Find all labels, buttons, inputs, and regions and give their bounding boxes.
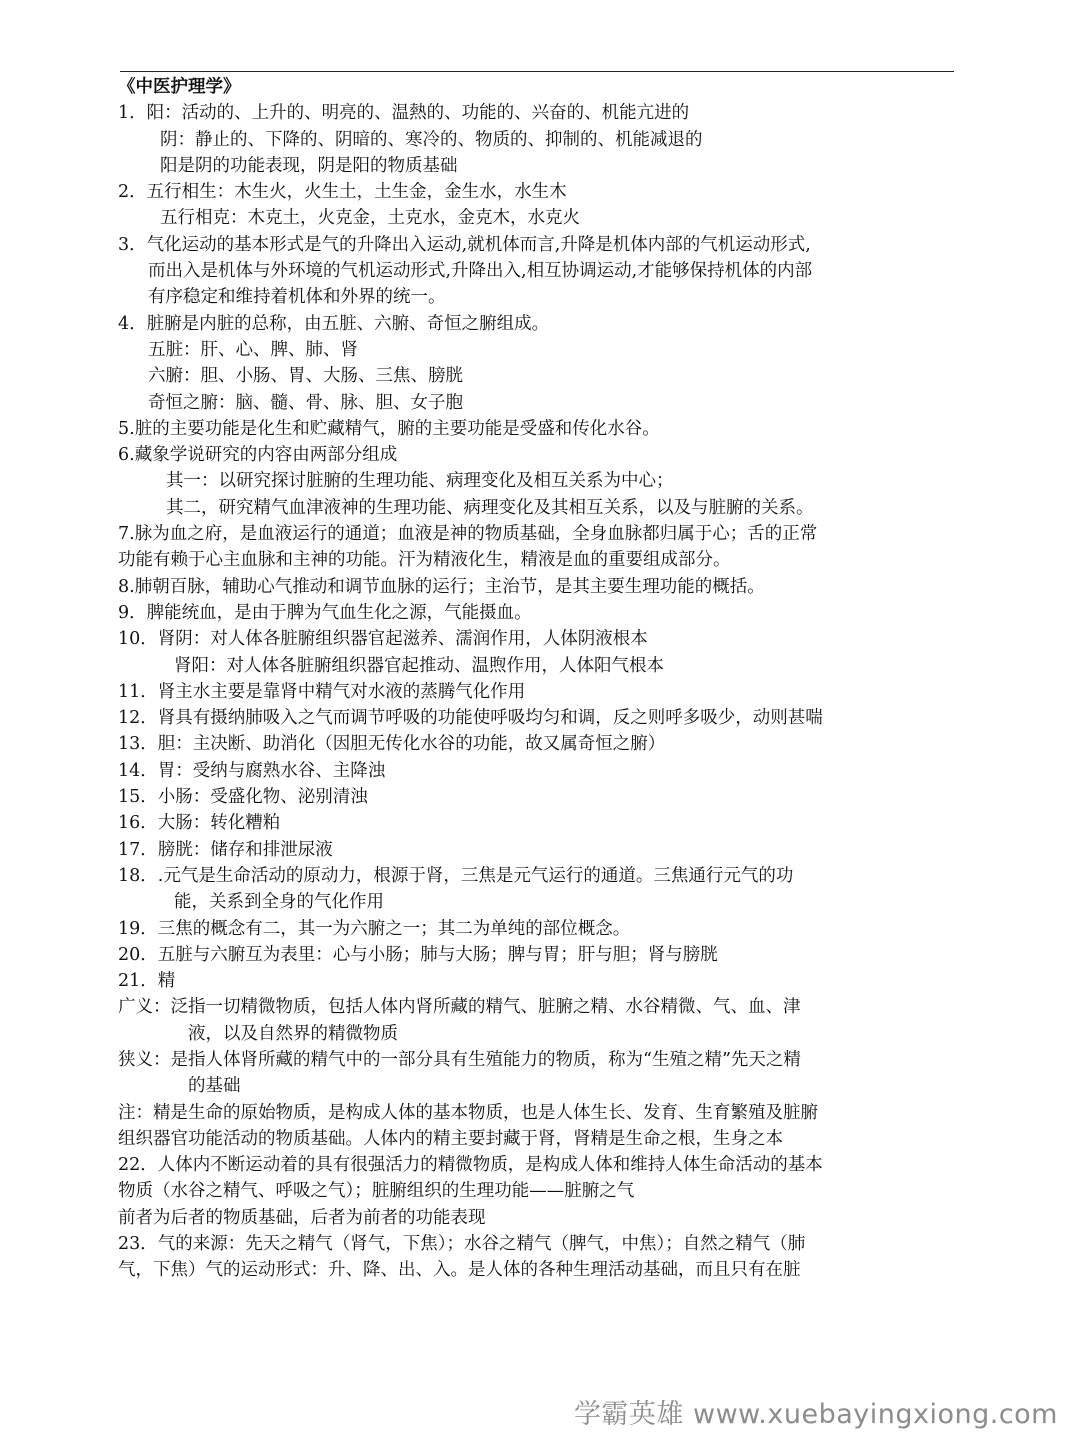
- text-line: 7.脉为血之府，是血液运行的通道；血液是神的物质基础，全身血脉都归属于心；舌的正常: [118, 524, 818, 545]
- text-line: 五脏：肝、心、脾、肺、肾: [148, 339, 358, 360]
- text-line: 奇恒之腑：脑、髓、骨、脉、胆、女子胞: [148, 392, 463, 413]
- text-line: 液，以及自然界的精微物质: [188, 1023, 398, 1044]
- text-line: 1．阳：活动的、上升的、明亮的、温熱的、功能的、兴奋的、机能亢进的: [118, 103, 690, 124]
- text-line: 2．五行相生：木生火，火生土，土生金，金生水，水生木: [118, 182, 567, 203]
- text-line: 8.肺朝百脉，辅助心气推动和调节血脉的运行；主治节，是其主要生理功能的概括。: [118, 576, 765, 597]
- text-line: 肾阳：对人体各脏腑组织器官起推动、温煦作用，人体阳气根本: [174, 655, 664, 676]
- text-line: 22．人体内不断运动着的具有很强活力的精微物质，是构成人体和维持人体生命活动的基本: [118, 1155, 823, 1176]
- text-line: 5.脏的主要功能是化生和贮藏精气，腑的主要功能是受盛和传化水谷。: [118, 418, 660, 439]
- text-line: 组织器官功能活动的物质基础。人体内的精主要封藏于肾，肾精是生命之根，生身之本: [118, 1128, 783, 1149]
- text-line: 18．.元气是生命活动的原动力，根源于肾，三焦是元气运行的通道。三焦通行元气的功: [118, 865, 794, 886]
- document-body: [118, 74, 958, 1284]
- header-rule: [120, 71, 954, 72]
- text-line: 注：精是生命的原始物质，是构成人体的基本物质，也是人体生长、发育、生育繁殖及脏腑: [118, 1102, 818, 1123]
- text-line: 15．小肠：受盛化物、泌别清浊: [118, 787, 368, 808]
- text-line: 16．大肠：转化糟粕: [118, 813, 281, 834]
- text-line: 前者为后者的物质基础，后者为前者的功能表现: [118, 1207, 486, 1228]
- text-line: 11．肾主水主要是靠肾中精气对水液的蒸腾气化作用: [118, 681, 526, 702]
- document-lines: [118, 100, 958, 1283]
- site-watermark: 学霸英雄 www.xuebayingxiong.com: [573, 1399, 1058, 1430]
- text-line: 广义：泛指一切精微物质，包括人体内肾所藏的精气、脏腑之精、水谷精微、气、血、津: [118, 997, 801, 1018]
- text-line: 21．精: [118, 971, 176, 992]
- text-line: 17．膀胱：储存和排泄尿液: [118, 839, 333, 860]
- text-line: 物质（水谷之精气、呼吸之气）；脏腑组织的生理功能——脏腑之气: [118, 1181, 635, 1202]
- text-line: 19．三焦的概念有二，其一为六腑之一；其二为单纯的部位概念。: [118, 918, 631, 939]
- text-line: 五行相克：木克土，火克金，土克水，金克木，水克火: [160, 208, 580, 229]
- text-line: 六腑：胆、小肠、胃、大肠、三焦、膀胱: [148, 366, 463, 387]
- text-line: 12．肾具有摄纳肺吸入之气而调节呼吸的功能使呼吸均匀和调，反之则呼多吸少，动则甚喘: [118, 708, 823, 729]
- text-line: 4．脏腑是内脏的总称，由五脏、六腑、奇恒之腑组成。: [118, 313, 550, 334]
- text-line: 功能有赖于心主血脉和主神的功能。汗为精液化生，精液是血的重要组成部分。: [118, 550, 731, 571]
- text-line: 23．气的来源：先天之精气（肾气，下焦）；水谷之精气（脾气，中焦）；自然之精气（肺: [118, 1234, 806, 1255]
- text-line: 9．脾能统血，是由于脾为气血生化之源，气能摄血。: [118, 602, 532, 623]
- text-line: 阳是阴的功能表现，阴是阳的物质基础: [160, 155, 458, 176]
- text-line: 10．肾阴：对人体各脏腑组织器官起滋养、濡润作用，人体阴液根本: [118, 629, 648, 650]
- text-line: 气，下焦）气的运动形式：升、降、出、入。是人体的各种生理活动基础，而且只有在脏: [118, 1260, 801, 1281]
- text-line: 阴：静止的、下降的、阴暗的、寒冷的、物质的、抑制的、机能减退的: [160, 129, 703, 150]
- text-line: 6.藏象学说研究的内容由两部分组成: [118, 445, 398, 466]
- text-line: 其二，研究精气血津液神的生理功能、病理变化及其相互关系，以及与脏腑的关系。: [166, 497, 814, 518]
- text-line: 3．气化运动的基本形式是气的升降出入运动,就机体而言,升降是机体内部的气机运动形式,: [118, 234, 811, 255]
- text-line: 的基础: [188, 1076, 241, 1097]
- text-line: 其一：以研究探讨脏腑的生理功能、病理变化及相互关系为中心；: [166, 471, 674, 492]
- text-line: 狭义：是指人体肾所藏的精气中的一部分具有生殖能力的物质，称为“生殖之精”先天之精: [118, 1049, 801, 1070]
- text-line: 而出入是机体与外环境的气机运动形式,升降出入,相互协调运动,才能够保持机体的内部: [148, 261, 813, 282]
- text-line: 能，关系到全身的气化作用: [174, 892, 384, 913]
- document-title: 《中医护理学》: [118, 77, 241, 97]
- text-line: 13．胆：主决断、助消化（因胆无传化水谷的功能，故又属奇恒之腑）: [118, 734, 666, 755]
- text-line: 20．五脏与六腑互为表里：心与小肠；肺与大肠；脾与胃；肝与胆；肾与膀胱: [118, 944, 718, 965]
- text-line: 有序稳定和维持着机体和外界的统一。: [148, 287, 446, 308]
- text-line: 14．胃：受纳与腐熟水谷、主降浊: [118, 760, 386, 781]
